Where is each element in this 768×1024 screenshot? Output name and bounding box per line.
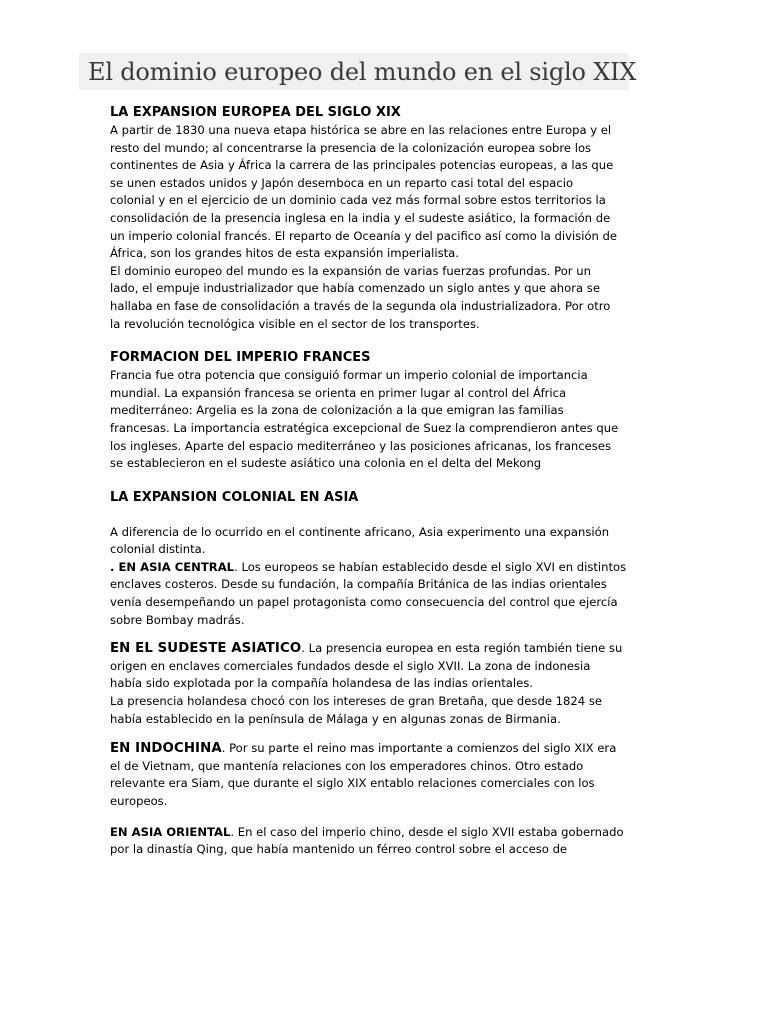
subsection-sudeste-asiatico: [110, 640, 670, 728]
subsection-lead-indochina: EN INDOCHINA: [110, 741, 222, 757]
subsection-text-sudeste-asiatico: . La presencia europea en esta región también tiene su origen en enclaves comerciales fundados desde el siglo XVII. La zona de indonesia había sido explotada por la compañía holandesa de las indias orientales. La presencia holandesa chocó con los intereses de gran Bretaña, que desde 1824 se había establecido en la península de Málaga y en algunas zonas de Birmania.: [110, 641, 623, 726]
subsection-text-indochina: . Por su parte el reino mas importante a comienzos del siglo XIX era el de Vietnam, que mantenía relaciones con los emperadores chinos. Otro estado relevante era Siam, que durante el siglo XIX entablo relaciones comerciales con los europeos.: [110, 741, 617, 808]
paragraph-expansion-asia-intro: A diferencia de lo ocurrido en el continente africano, Asia experimento una expansión colonial distinta.: [110, 524, 610, 557]
section-heading-imperio-frances: FORMACION DEL IMPERIO FRANCES: [110, 350, 371, 366]
subsection-asia-oriental: [110, 824, 670, 859]
subsection-text-asia-central: . Los europeos se habían establecido desde el siglo XVI en distintos enclaves costeros. Desde su fundación, la compañía Británica de las indias orientales venía desempeñando un papel protagonista como consecuencia del control que ejercía sobre Bombay madrás.: [110, 559, 627, 627]
subsection-lead-sudeste-asiatico: EN EL SUDESTE ASIATICO: [110, 641, 302, 657]
paragraph-expansion-europea: A partir de 1830 una nueva etapa histórica se abre en las relaciones entre Europa y el resto del mundo; al concentrarse la presencia de la colonización europea sobre los continentes de Asia y África la carrera de las principales potencias europeas, a las que se unen estados unidos y Japón desemboca en un reparto casi total del espacio colonial y en el ejercicio de un dominio cada vez más formal sobre estos territorios la consolidación de la presencia inglesa en la india y el sudeste asiático, la formación de un imperio colonial francés. El reparto de Oceanía y del pacifico así como la división de África, son los grandes hitos de esta expansión imperialista. El dominio europeo del mundo es la expansión de varias fuerzas profundas. Por un lado, el empuje industrializador que había comenzado un siglo antes y que ahora se hallaba en fase de consolidación a través de la segunda ola industrializadora. Por otro la revolución tecnológica visible en el sector de los transportes.: [110, 123, 618, 331]
paragraph-imperio-frances: Francia fue otra potencia que consiguió formar un imperio colonial de importancia mundial. La expansión francesa se orienta en primer lugar al control del África mediterráneo: Argelia es la zona de colonización a la que emigran las familias francesas. La importancia estratégica excepcional de Suez la comprendieron antes que los ingleses. Aparte del espacio mediterráneo y las posiciones africanas, los franceses se establecieron en el sudeste asiático una colonia en el delta del Mekong: [110, 368, 619, 471]
subsection-asia-central: [110, 559, 670, 629]
document-title: El dominio europeo del mundo en el siglo XIX: [88, 57, 637, 86]
title-banner: [79, 53, 637, 90]
subsection-lead-asia-central: . EN ASIA CENTRAL: [110, 559, 235, 574]
section-heading-expansion-asia: LA EXPANSION COLONIAL EN ASIA: [110, 489, 359, 505]
subsection-indochina: [110, 740, 670, 810]
section-heading-expansion-europea: LA EXPANSION EUROPEA DEL SIGLO XIX: [110, 105, 401, 120]
subsection-text-asia-oriental: . En el caso del imperio chino, desde el siglo XVII estaba gobernado por la dinastía Qing, que había mantenido un férreo control sobre el acceso de: [110, 824, 624, 857]
document-body: [110, 104, 670, 859]
subsection-lead-asia-oriental: EN ASIA ORIENTAL: [110, 824, 231, 839]
